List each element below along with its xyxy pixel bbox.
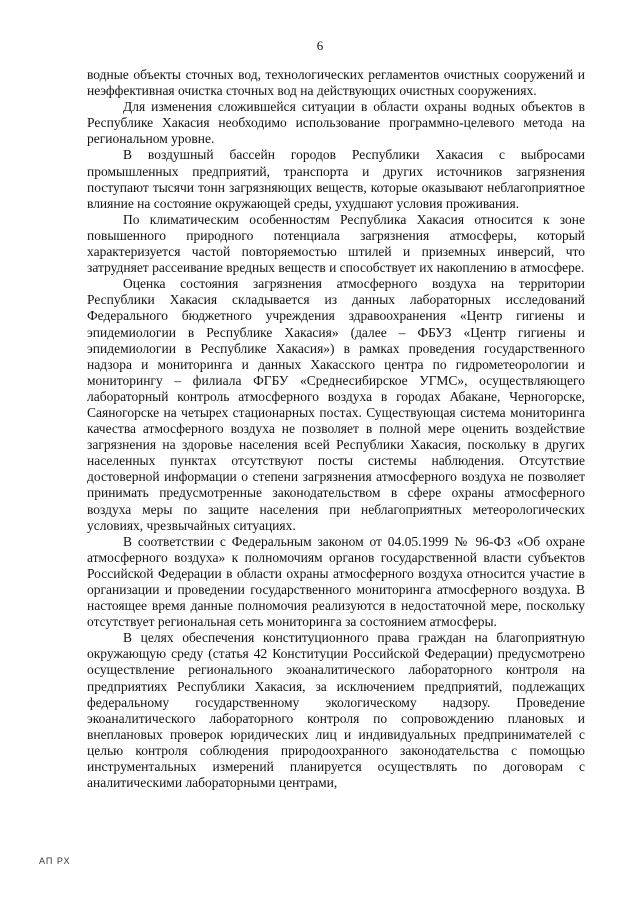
document-body [87,67,585,791]
paragraph-climate: По климатическим особенностям Республика Хакасия относится к зоне повышенного природного потенциала загрязнения атмосферы, который характеризуется частой повторяемостью штилей и приземных инверсий, что затрудняет рассеивание вредных веществ и способствует их накоплению в атмосфере. [87,211,585,276]
paragraph-air-monitoring: Оценка состояния загрязнения атмосферного воздуха на территории Республики Хакасия складывается из данных лабораторных исследований Федерального бюджетного учреждения здравоохранения «Центр гигиены и эпидемиологии в Республике Хакасия» (далее – ФБУЗ «Центр гигиены и эпидемиологии в Республике Хакасия») в рамках проведения государственного надзора и мониторинга и данных Хакасского центра по гидрометеорологии и мониторингу – филиала ФГБУ «Среднесибирское УГМС», осуществляющего лабораторный контроль атмосферного воздуха в городах Абакане, Черногорске, Саяногорске на четырех стационарных постах. Существующая система мониторинга качества атмосферного воздуха не позволяет в полной мере оценить воздействие загрязнения на здоровье населения всей Республики Хакасия, поскольку в других населенных пунктах отсутствуют посты системы наблюдения. Отсутствие достоверной информации о степени загрязнения атмосферного воздуха не позволяет принимать предусмотренные законодательством в сфере охраны атмосферного воздуха меры по защите населения при неблагоприятных метеорологических условиях, чрезвычайных ситуациях. [87,276,585,533]
paragraph-air-emissions: В воздушный бассейн городов Республики Хакасия с выбросами промышленных предприятий, транспорта и других источников загрязнения поступают тысячи тонн загрязняющих веществ, которые оказывают неблагоприятное влияние на состояние окружающей среды, ухудшают условия проживания. [87,147,585,211]
paragraph-water-continuation: водные объекты сточных вод, технологических регламентов очистных сооружений и неэффективная очистка сточных вод на действующих очистных сооружениях. [87,67,585,99]
footer-mark: АП РХ [39,856,71,866]
paragraph-water-program: Для изменения сложившейся ситуации в области охраны водных объектов в Республике Хакасия необходимо использование программно-целевого метода на региональном уровне. [87,99,585,147]
page-number: 6 [316,38,324,53]
paragraph-federal-law: В соответствии с Федеральным законом от 04.05.1999 № 96-ФЗ «Об охране атмосферного воздуха» к полномочиям органов государственной власти субъектов Российской Федерации в области охраны атмосферного воздуха относится участие в организации и проведении государственного мониторинга атмосферного воздуха. В настоящее время данные полномочия реализуются в недостаточной мере, поскольку отсутствует региональная сеть мониторинга за состоянием атмосферы. [87,533,585,630]
paragraph-constitutional-right: В целях обеспечения конституционного права граждан на благоприятную окружающую среду (статья 42 Конституции Российской Федерации) предусмотрено осуществление регионального экоаналитического лабораторного контроля на предприятиях Республики Хакасия, за исключением предприятий, подлежащих федеральному государственному экологическому надзору. Проведение экоаналитического лабораторного контроля по сопровождению плановых и внеплановых проверок юридических лиц и индивидуальных предпринимателей с целью контроля соблюдения природоохранного законодательства с помощью инструментальных измерений планируется осуществлять по договорам с аналитическими лабораторными центрами, [87,630,585,791]
